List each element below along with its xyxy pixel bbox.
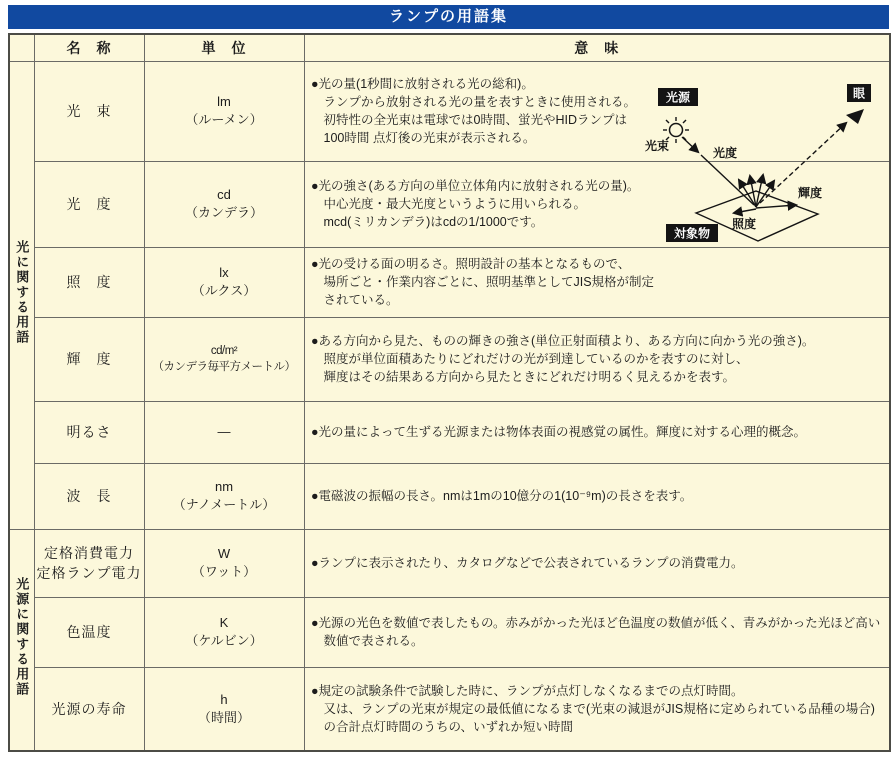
table-row-wavelength xyxy=(9,463,890,529)
row-group-light-terms-label: 光に関する用語 xyxy=(14,240,30,345)
term-name: 輝 度 xyxy=(34,317,144,401)
svg-text:光源: 光源 xyxy=(665,90,691,105)
term-name: 光 度 xyxy=(34,161,144,247)
term-name: 定格消費電力 定格ランプ電力 xyxy=(34,529,144,597)
table-row-lamp-life xyxy=(9,667,890,751)
header-name: 名 称 xyxy=(34,34,144,61)
term-unit: cd/m² （カンデラ毎平方メートル） xyxy=(144,317,304,401)
term-unit: W （ワット） xyxy=(144,529,304,597)
term-unit: cd （カンデラ） xyxy=(144,161,304,247)
table-row-brightness xyxy=(9,401,890,463)
term-meaning: ●ランプに表示されたり、カタログなどで公表されているランプの消費電力。 xyxy=(304,529,890,597)
light-ray-line xyxy=(701,155,754,205)
term-meaning: ●光の量によって生ずる光源または物体表面の視感覚の属性。輝度に対する心理的概念。 xyxy=(304,401,890,463)
header-meaning: 意 味 xyxy=(304,34,890,61)
object-label xyxy=(666,224,718,242)
term-unit: lx （ルクス） xyxy=(144,247,304,317)
term-name: 明るさ xyxy=(34,401,144,463)
header-unit: 単 位 xyxy=(144,34,304,61)
page-title: ランプの用語集 xyxy=(8,5,889,29)
flux-label: 光束 xyxy=(645,139,670,153)
luminance-label: 輝度 xyxy=(798,186,823,200)
source-label xyxy=(658,88,698,106)
table-row-luminance xyxy=(9,317,890,401)
term-name: 照 度 xyxy=(34,247,144,317)
term-unit: nm （ナノメートル） xyxy=(144,463,304,529)
term-meaning: ●規定の試験条件で試験した時に、ランプが点灯しなくなるまでの点灯時間。 又は、ランプの光束が規定の最低値になるまで(光束の減退がJIS規格に定められている品種の場合) の合計点灯時間のうちの、いずれか短い時間 xyxy=(304,667,890,751)
svg-text:対象物: 対象物 xyxy=(673,226,711,241)
svg-text:眼: 眼 xyxy=(852,86,866,101)
term-unit: K （ケルビン） xyxy=(144,597,304,667)
eye-icon xyxy=(846,109,864,124)
row-group-light-terms xyxy=(9,61,34,529)
light-terms-diagram xyxy=(642,61,886,257)
term-meaning: ●電磁波の振幅の長さ。nmは1mの10億分の1(10⁻⁹m)の長さを表す。 xyxy=(304,463,890,529)
term-meaning: ●光の量(1秒間に放射される光の総和)。 ランプから放射される光の量を表すときに使用される。 初特性の全光束は電球では0時間、蛍光やHIDランプは 100時間 点灯後の光束が表示される。 xyxy=(304,61,890,161)
term-meaning: ●ある方向から見た、ものの輝きの強さ(単位正射面積より、ある方向に向かう光の強さ)。 照度が単位面積あたりにどれだけの光が到達しているのかを表すのに対し、 輝度はその結果ある方向から見たときにどれだけ明るく見えるかを表す。 xyxy=(304,317,890,401)
term-name: 波 長 xyxy=(34,463,144,529)
term-unit: h （時間） xyxy=(144,667,304,751)
term-meaning: ●光源の光色を数値で表したもの。赤みがかった光ほど色温度の数値が低く、青みがかった光ほど高い 数値で表される。 xyxy=(304,597,890,667)
illuminance-label: 照度 xyxy=(732,217,757,231)
term-unit: — xyxy=(144,401,304,463)
term-name: 光源の寿命 xyxy=(34,667,144,751)
table-row-illuminance xyxy=(9,247,890,317)
term-meaning: ●光の強さ(ある方向の単位立体角内に放射される光の量)。 中心光度・最大光度というように用いられる。 mcd(ミリカンデラ)はcdの1/1000です。 xyxy=(304,161,890,247)
table-row-rated-power xyxy=(9,529,890,597)
corner-cell xyxy=(9,34,34,61)
term-name: 色温度 xyxy=(34,597,144,667)
header-row xyxy=(9,34,890,61)
term-meaning: ●光の受ける面の明るさ。照明設計の基本となるもので、 場所ごと・作業内容ごとに、照明基準としてJIS規格が制定 されている。 xyxy=(304,247,890,317)
term-unit: lm （ルーメン） xyxy=(144,61,304,161)
glossary-table-wrap xyxy=(8,33,889,752)
row-group-source-terms xyxy=(9,529,34,751)
intensity-label: 光度 xyxy=(713,146,738,160)
row-group-source-terms-label: 光源に関する用語 xyxy=(14,577,30,698)
light-terms-diagram-svg xyxy=(642,61,886,257)
table-row-color-temperature xyxy=(9,597,890,667)
eye-label xyxy=(847,84,871,102)
term-name: 光 束 xyxy=(34,61,144,161)
